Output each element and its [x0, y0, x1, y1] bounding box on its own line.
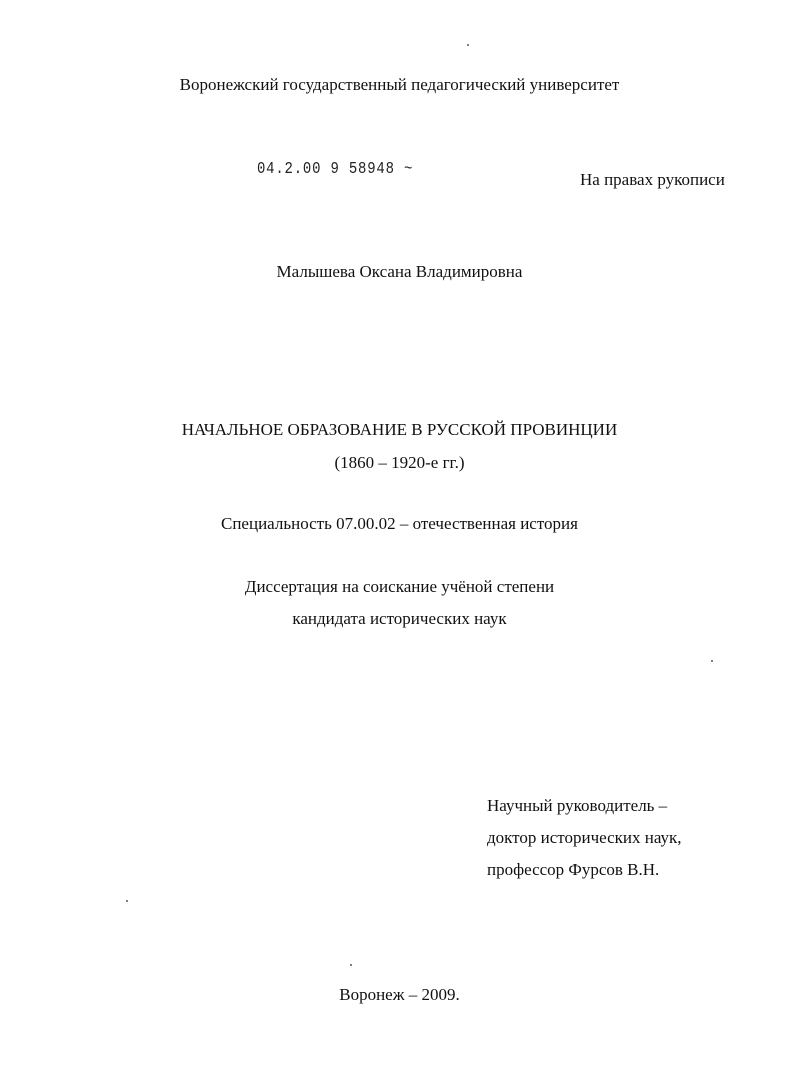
dissertation-period: (1860 – 1920-е гг.) — [334, 453, 465, 472]
city-year: Воронеж – 2009. — [339, 985, 460, 1004]
scan-speck — [467, 44, 469, 46]
advisor-name: профессор Фурсов В.Н. — [487, 860, 660, 879]
advisor-degree: доктор исторических наук, — [487, 828, 682, 847]
manuscript-rights: На правах рукописи — [580, 170, 725, 189]
degree-line-2: кандидата исторических наук — [292, 609, 507, 628]
scan-speck — [126, 900, 128, 902]
author-name: Малышева Оксана Владимировна — [276, 262, 523, 281]
scan-speck — [350, 964, 352, 966]
degree-line-1: Диссертация на соискание учёной степени — [244, 577, 555, 596]
university-name: Воронежский государственный педагогический университет — [179, 75, 620, 94]
registration-code: 04.2.00 9 58948 ~ — [257, 160, 414, 179]
specialty: Специальность 07.00.02 – отечественная история — [221, 514, 578, 533]
scan-speck — [711, 660, 713, 662]
advisor-role: Научный руководитель – — [487, 796, 668, 815]
dissertation-title: НАЧАЛЬНОЕ ОБРАЗОВАНИЕ В РУССКОЙ ПРОВИНЦИИ — [181, 420, 618, 439]
